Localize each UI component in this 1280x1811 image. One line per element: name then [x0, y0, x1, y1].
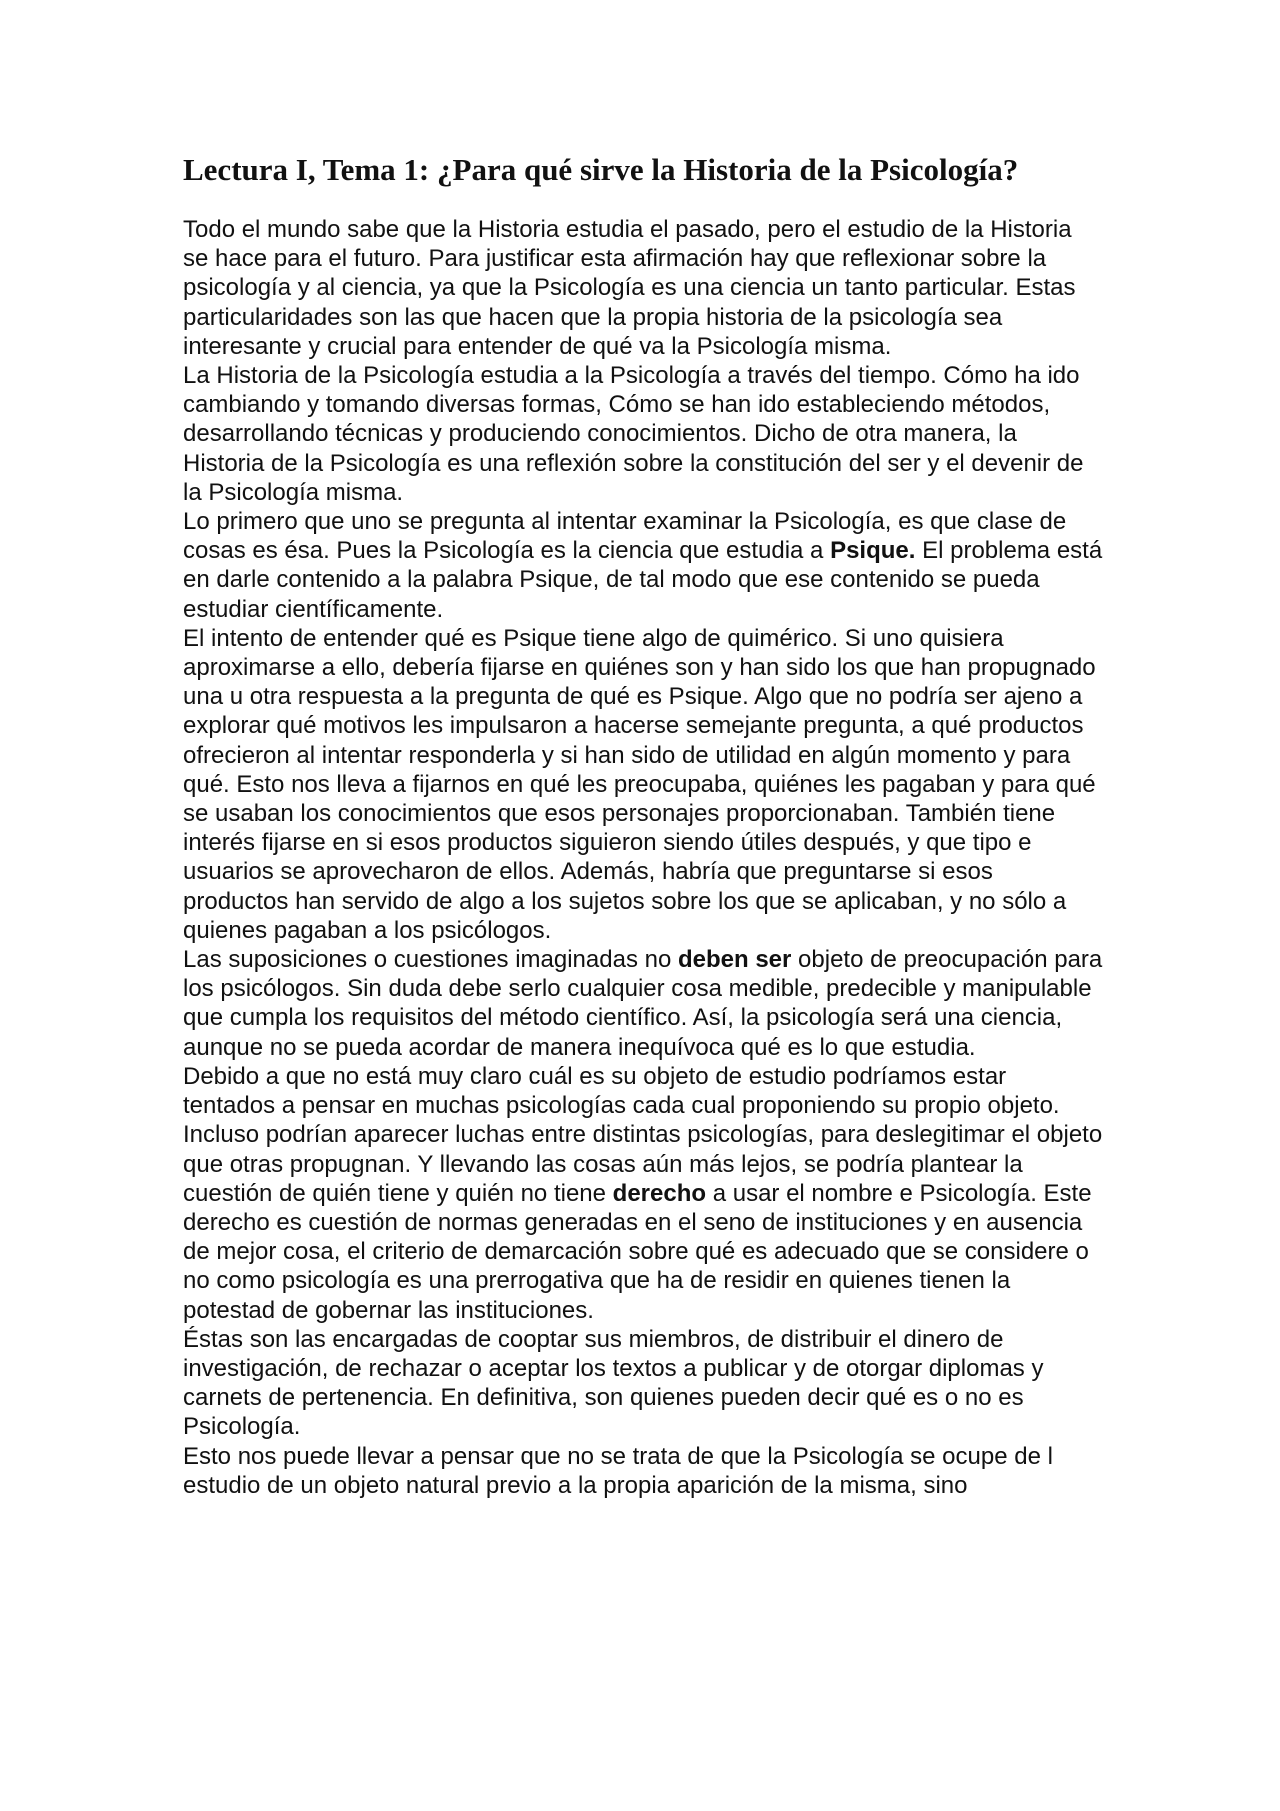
paragraph: [183, 1442, 1103, 1500]
text-segment: a usar el nombre e Psicología. Este derecho es cuestión de normas generadas en el seno de instituciones y en ausencia de mejor cosa, el criterio de demarcación sobre qué es adecuado que se considere o no como psicología es una prerrogativa que ha de residir en quienes tienen la potestad de gobernar las instituciones.: [183, 1179, 1092, 1324]
document-title: Lectura I, Tema 1: ¿Para qué sirve la Historia de la Psicología?: [183, 152, 1019, 187]
paragraph: [183, 624, 1103, 945]
text-segment: Éstas son las encargadas de cooptar sus miembros, de distribuir el dinero de investigación, de rechazar o aceptar los textos a publicar y de otorgar diplomas y carnets de pertenencia. En definitiva, son quienes pueden decir qué es o no es Psicología.: [183, 1325, 1044, 1441]
text-segment: Esto nos puede llevar a pensar que no se trata de que la Psicología se ocupe de l estudio de un objeto natural previo a la propia aparición de la misma, sino: [183, 1442, 1053, 1499]
paragraph: [183, 1325, 1103, 1442]
text-segment: El problema está en darle contenido a la palabra Psique, de tal modo que ese contenido se pueda estudiar científicamente.: [183, 537, 1103, 623]
bold-text: derecho: [612, 1179, 707, 1207]
paragraph: [183, 215, 1103, 361]
text-segment: Las suposiciones o cuestiones imaginadas no: [183, 946, 678, 974]
paragraph: [183, 1062, 1103, 1325]
text-segment: objeto de preocupación para los psicólogos. Sin duda debe serlo cualquier cosa medible, predecible y manipulable que cumpla los requisitos del método científico. Así, la psicología será una ciencia, aunque no se pueda acordar de manera inequívoca qué es lo que estudia.: [183, 946, 1103, 1061]
paragraph: [183, 361, 1103, 507]
paragraph: [183, 945, 1103, 1062]
text-segment: Lo primero que uno se pregunta al intentar examinar la Psicología, es que clase de cosas es ésa. Pues la Psicología es la ciencia que estudia a: [183, 508, 1067, 565]
text-segment: El intento de entender qué es Psique tiene algo de quimérico. Si uno quisiera aproximarse a ello, debería fijarse en quiénes son y han sido los que han propugnado una u otra respuesta a la pregunta de qué es Psique. Algo que no podría ser ajeno a explorar qué motivos les impulsaron a hacerse semejante pregunta, a qué productos ofrecieron al intentar responderla y si han sido de utilidad en algún momento y para qué. Esto nos lleva a fijarnos en qué les preocupaba, quiénes les pagaban y para qué se usaban los conocimientos que esos personajes proporcionaban. También tiene interés fijarse en si esos productos siguieron siendo útiles después, y que tipo e usuarios se aprovecharon de ellos. Además, habría que preguntarse si esos productos han servido de algo a los sujetos sobre los que se aplicaban, y no sólo a quienes pagaban a los psicólogos.: [183, 624, 1096, 944]
text-segment: Todo el mundo sabe que la Historia estudia el pasado, pero el estudio de la Historia se hace para el futuro. Para justificar esta afirmación hay que reflexionar sobre la psicología y al ciencia, ya que la Psicología es una ciencia un tanto particular. Estas particularidades son las que hacen que la propia historia de la psicología sea interesante y crucial para entender de qué va la Psicología misma.: [183, 216, 1076, 360]
bold-text: Psique.: [830, 537, 916, 565]
text-segment: Debido a que no está muy claro cuál es su objeto de estudio podríamos estar tentados a pensar en muchas psicologías cada cual proponiendo su propio objeto. Incluso podrían aparecer luchas entre distintas psicologías, para deslegitimar el objeto que otras propugnan. Y llevando las cosas aún más lejos, se podría plantear la cuestión de quién tiene y quién no tiene: [183, 1062, 1103, 1207]
bold-text: deben ser: [677, 946, 792, 974]
paragraph: [183, 507, 1103, 624]
text-segment: La Historia de la Psicología estudia a la Psicología a través del tiempo. Cómo ha ido cambiando y tomando diversas formas, Cómo se han ido estableciendo métodos, desarrollando técnicas y produciendo conocimientos. Dicho de otra manera, la Historia de la Psicología es una reflexión sobre la constitución del ser y el devenir de la Psicología misma.: [183, 362, 1084, 506]
document-page: [183, 148, 1103, 1500]
document-body: [183, 215, 1103, 1500]
